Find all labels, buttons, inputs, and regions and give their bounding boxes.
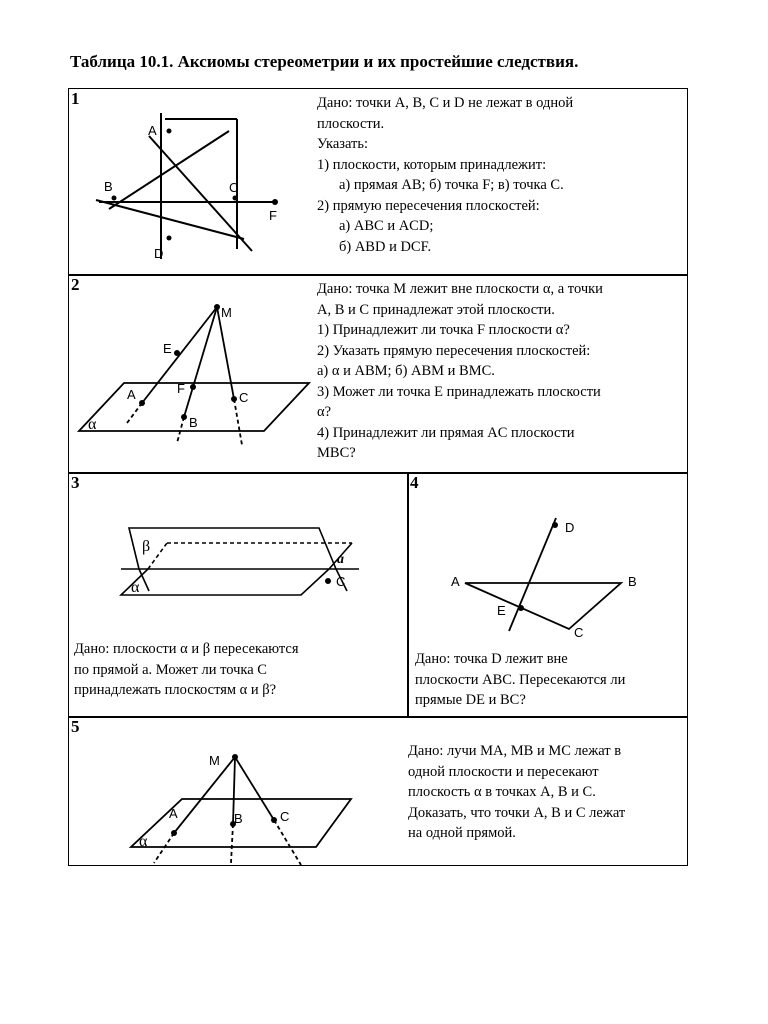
- table-title: Таблица 10.1. Аксиомы стереометрии и их простейшие следствия.: [70, 52, 579, 71]
- text-line: б) ABD и DCF.: [339, 238, 432, 255]
- text-line: Указать:: [317, 136, 369, 152]
- label-a: a: [337, 552, 344, 567]
- cell-3: [68, 472, 409, 718]
- label-alpha: α: [88, 416, 97, 433]
- text-line: принадлежать плоскостям α и β?: [74, 682, 277, 698]
- text-line: на одной прямой.: [408, 825, 516, 841]
- cell-4: [407, 472, 688, 718]
- cell-1: [68, 88, 688, 276]
- label-B: B: [104, 179, 113, 194]
- label-alpha: α: [139, 833, 148, 850]
- text-line: Доказать, что точки A, B и C лежат: [408, 804, 626, 821]
- label-M: M: [221, 305, 232, 320]
- diagram-2: [69, 275, 319, 475]
- label-M: M: [209, 753, 220, 768]
- cell-2: [68, 274, 688, 474]
- cell-4-text: [415, 649, 685, 711]
- label-A: A: [169, 806, 178, 821]
- cell-5: [68, 716, 688, 866]
- text-line: прямые DE и BC?: [415, 692, 526, 708]
- cell-number: 2: [71, 275, 80, 294]
- text-line: а) α и ABM; б) ABM и BMC.: [317, 363, 495, 379]
- label-C: C: [336, 574, 346, 589]
- cell-number: 5: [71, 717, 80, 736]
- text-line: плоскость α в точках A, B и C.: [408, 784, 596, 800]
- label-C: C: [229, 180, 239, 195]
- text-line: Дано: лучи MA, MB и MC лежат в: [408, 743, 622, 759]
- text-line: а) прямая AB; б) точка F; в) точка C.: [339, 177, 564, 193]
- text-line: Дано: точки A, B, C и D не лежат в одной: [317, 95, 574, 111]
- label-E: E: [497, 603, 506, 618]
- text-line: A, B и C принадлежат этой плоскости.: [317, 301, 555, 318]
- label-C: C: [280, 809, 290, 824]
- label-D: D: [154, 246, 164, 261]
- label-C: C: [239, 390, 249, 405]
- label-E: E: [163, 341, 172, 356]
- cell-3-text: [74, 639, 404, 701]
- label-F: F: [177, 381, 185, 396]
- text-line: Дано: плоскости α и β пересекаются: [74, 641, 299, 657]
- label-B: B: [189, 415, 198, 430]
- text-line: 1) Принадлежит ли точка F плоскости α?: [317, 322, 570, 338]
- diagram-1: [69, 89, 319, 277]
- cell-number: 3: [71, 473, 80, 492]
- text-line: одной плоскости и пересекают: [408, 763, 599, 780]
- text-line: 3) Может ли точка E принадлежать плоскости: [317, 383, 601, 400]
- cell-number: 4: [410, 473, 419, 492]
- diagram-3: [69, 473, 409, 633]
- text-line: а) ABC и ACD;: [339, 218, 434, 234]
- label-A: A: [451, 574, 460, 589]
- label-F: F: [269, 208, 277, 223]
- text-line: Дано: точка D лежит вне: [415, 651, 568, 667]
- label-beta: β: [142, 538, 151, 555]
- cell-5-text: [408, 741, 686, 844]
- cell-2-text: [317, 279, 683, 464]
- text-line: плоскости ABC. Пересекаются ли: [415, 671, 626, 688]
- label-C: C: [574, 625, 584, 640]
- label-B: B: [628, 574, 637, 589]
- label-alpha: α: [131, 579, 140, 596]
- text-line: 1) плоскости, которым принадлежит:: [317, 156, 547, 173]
- cell-number: 1: [71, 89, 80, 108]
- text-line: 4) Принадлежит ли прямая AC плоскости: [317, 424, 575, 441]
- text-line: α?: [317, 404, 332, 420]
- label-A: A: [148, 123, 157, 138]
- text-line: плоскости.: [317, 115, 385, 132]
- text-line: MBC?: [317, 445, 356, 461]
- label-D: D: [565, 520, 575, 535]
- text-line: по прямой a. Может ли точка C: [74, 661, 267, 678]
- text-line: 2) прямую пересечения плоскостей:: [317, 197, 540, 214]
- diagram-5: [69, 717, 399, 867]
- diagram-4: [408, 473, 688, 643]
- text-line: Дано: точка M лежит вне плоскости α, а точки: [317, 281, 603, 297]
- label-A: A: [127, 387, 136, 402]
- text-line: 2) Указать прямую пересечения плоскостей:: [317, 342, 591, 359]
- label-B: B: [234, 811, 243, 826]
- cell-1-text: [317, 93, 683, 257]
